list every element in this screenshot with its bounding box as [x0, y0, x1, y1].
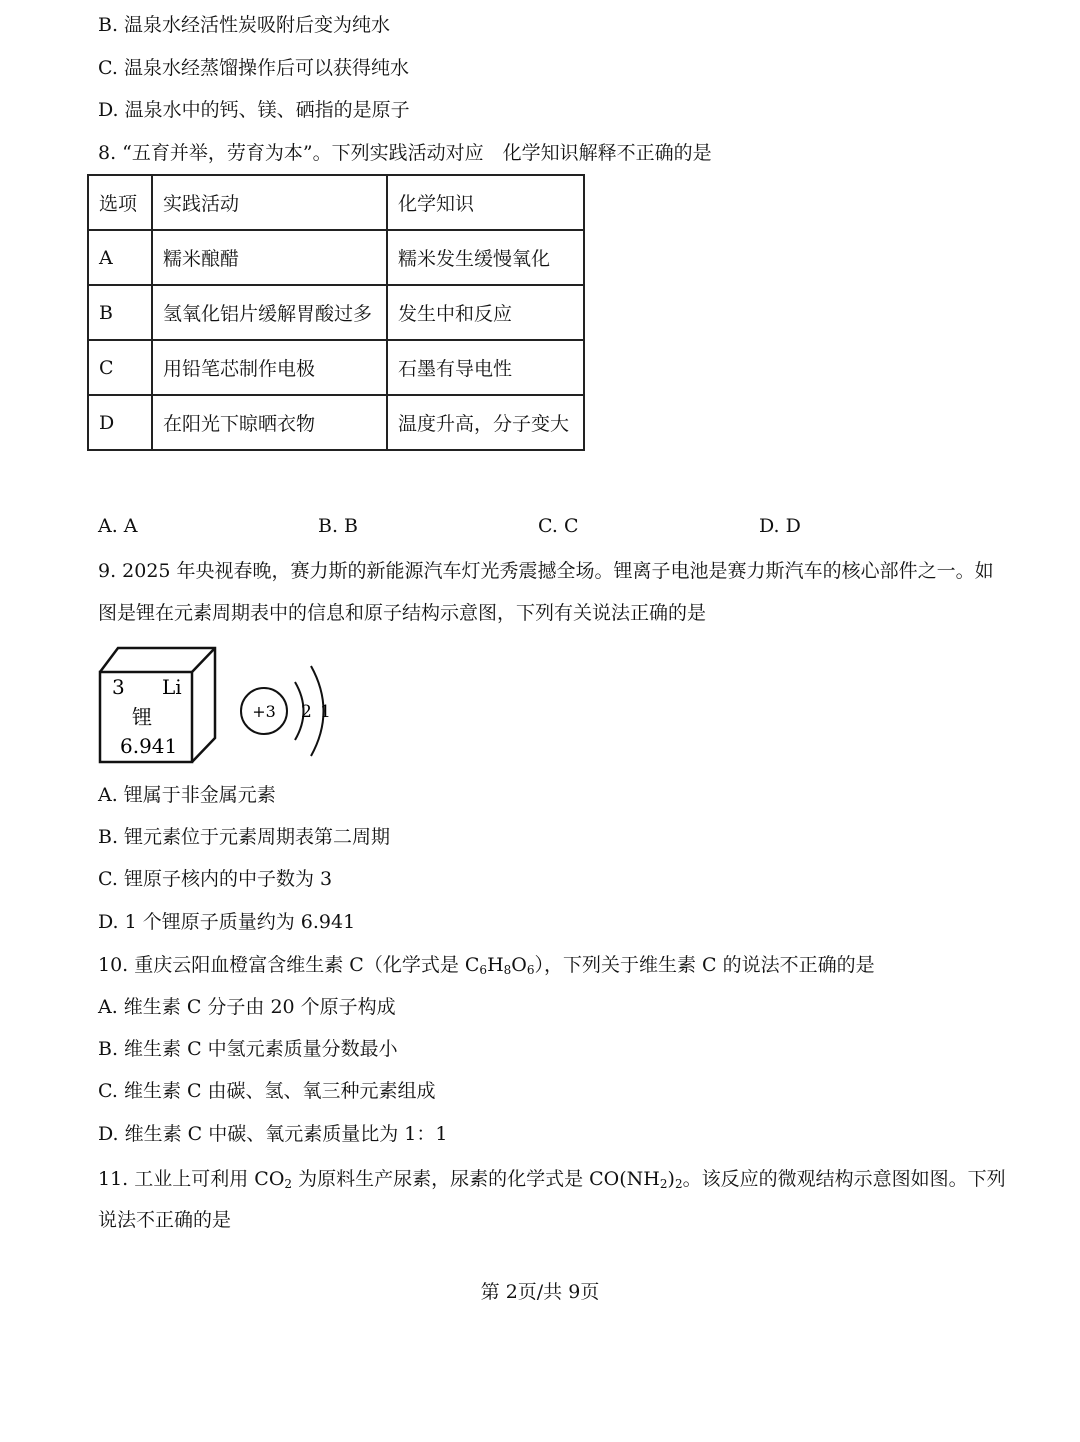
- q10-option-a: A. 维生素 C 分子由 20 个原子构成: [98, 996, 396, 1018]
- q7-option-d: D. 温泉水中的钙、镁、硒指的是原子: [98, 99, 410, 121]
- nucleus-charge: +3: [252, 702, 276, 721]
- atom-structure-diagram: [241, 666, 331, 756]
- q11-stem-line1: 11. 工业上可利用 $CO_2$ 为原料生产尿素，尿素的化学式是 $CO(NH_2)_2$。该反应的微观结构示意图如图。下列: [98, 1168, 1006, 1191]
- table-cell: D: [88, 395, 152, 450]
- q8-option-a: A. A: [98, 515, 138, 537]
- element-symbol: Li: [162, 675, 182, 699]
- q10-option-b: B. 维生素 C 中氢元素质量分数最小: [98, 1038, 398, 1060]
- q8-table: [87, 174, 585, 451]
- table-header-cell: 选项: [88, 175, 152, 230]
- table-cell: 温度升高，分子变大: [387, 395, 584, 450]
- q9-option-a: A. 锂属于非金属元素: [98, 784, 276, 806]
- lithium-figure: [98, 644, 358, 766]
- q8-stem: 8. “五育并举，劳育为本”。下列实践活动对应 化学知识解释不正确的是: [98, 142, 712, 164]
- q9-option-c: C. 锂原子核内的中子数为 3: [98, 868, 333, 890]
- table-row: [88, 395, 584, 450]
- shell-electrons-1: 2: [301, 702, 312, 722]
- q8-option-b: B. B: [318, 515, 359, 537]
- table-cell: 糯米酿醋: [152, 230, 387, 285]
- q7-option-c: C. 温泉水经蒸馏操作后可以获得纯水: [98, 57, 409, 79]
- table-cell: A: [88, 230, 152, 285]
- atomic-number: 3: [112, 675, 125, 699]
- table-cell: 糯米发生缓慢氧化: [387, 230, 584, 285]
- q10-option-c: C. 维生素 C 由碳、氢、氧三种元素组成: [98, 1080, 436, 1102]
- table-cell: 用铅笔芯制作电极: [152, 340, 387, 395]
- q8-options: [98, 515, 958, 541]
- element-name: 锂: [132, 705, 152, 729]
- q7-option-b: B. 温泉水经活性炭吸附后变为纯水: [98, 14, 391, 36]
- table-cell: B: [88, 285, 152, 340]
- q11-stem-line2: 说法不正确的是: [98, 1209, 232, 1231]
- table-row: [88, 285, 584, 340]
- page-number: 第 2页/共 9页: [480, 1281, 600, 1303]
- q10-stem: 10. 重庆云阳血橙富含维生素 C（化学式是 $C_6H_8O_6$），下列关于维生素 C 的说法不正确的是: [98, 954, 875, 977]
- table-header-cell: 实践活动: [152, 175, 387, 230]
- q9-option-d: D. 1 个锂原子质量约为 6.941: [98, 911, 356, 933]
- q8-option-c: C. C: [538, 515, 579, 537]
- table-cell: 在阳光下晾晒衣物: [152, 395, 387, 450]
- q9-stem-line2: 图是锂在元素周期表中的信息和原子结构示意图，下列有关说法正确的是: [98, 602, 707, 624]
- q10-option-d: D. 维生素 C 中碳、氧元素质量比为 1：1: [98, 1123, 448, 1145]
- shell-electrons-2: 1: [320, 702, 331, 722]
- table-cell: 氢氧化铝片缓解胃酸过多: [152, 285, 387, 340]
- q8-option-d: D. D: [759, 515, 801, 537]
- table-cell: 石墨有导电性: [387, 340, 584, 395]
- table-cell: C: [88, 340, 152, 395]
- table-row: [88, 340, 584, 395]
- periodic-table-cell: [100, 648, 215, 762]
- table-cell: 发生中和反应: [387, 285, 584, 340]
- table-header-cell: 化学知识: [387, 175, 584, 230]
- q9-stem-line1: 9. 2025 年央视春晚，赛力斯的新能源汽车灯光秀震撼全场。锂离子电池是赛力斯汽车的核心部件之一。如: [98, 560, 994, 582]
- table-row: [88, 230, 584, 285]
- atomic-mass: 6.941: [120, 734, 178, 758]
- q9-option-b: B. 锂元素位于元素周期表第二周期: [98, 826, 391, 848]
- table-header-row: [88, 175, 584, 230]
